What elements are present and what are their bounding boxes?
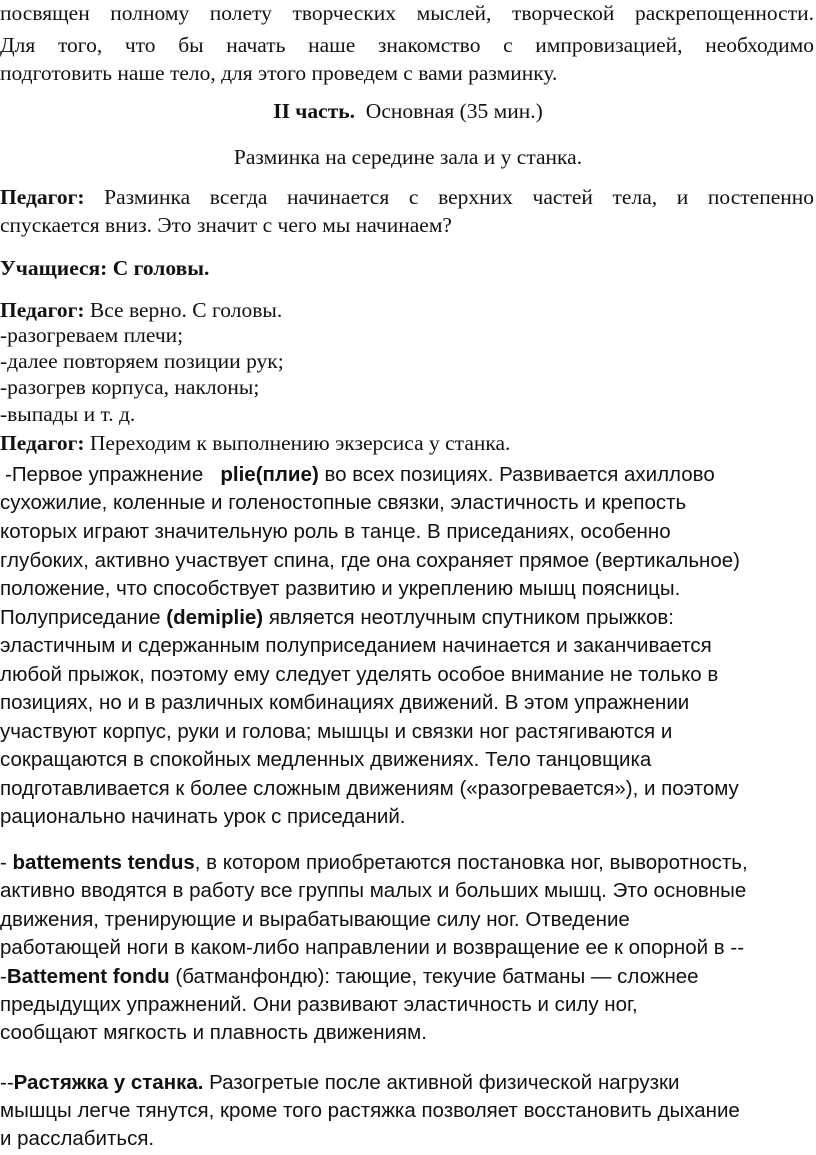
tendus-line: активно вводятся в работу все группы малых и больших мышц. Это основные — [0, 879, 747, 902]
fondu-mid: (батманфондю): — [175, 965, 331, 988]
stretch-pre: -- — [0, 1071, 14, 1094]
dialog2-text: Все верно. С головы. — [89, 298, 283, 322]
part-heading-rest: Основная (35 мин.) — [365, 99, 543, 123]
tendus-term: battements tendus — [12, 851, 195, 874]
plie-line: подготавливается к более сложным движениям («разогревается»), и поэтому — [0, 777, 739, 800]
speaker-label: Педагог: — [0, 185, 85, 209]
list-item: -выпады и т. д. — [0, 402, 136, 426]
list-item: -далее повторяем позиции рук; — [0, 349, 284, 373]
speaker-label: Педагог: — [0, 431, 85, 455]
plie-line-1 — [0, 462, 715, 488]
fondu-line-1 — [0, 964, 699, 990]
stretch-term: Растяжка у станка. — [13, 1071, 204, 1094]
plie-term: plie(плие) — [220, 463, 319, 486]
plie-line: глубоких, активно участвует спина, где она сохраняет прямое (вертикальное) — [0, 549, 740, 572]
demiplie-pre: Полуприседание — [0, 606, 161, 629]
plie-line: любой прыжок, поэтому ему следует уделять особое внимание не только в — [0, 663, 719, 686]
fondu-line: предыдущих упражнений. Они развивают эластичность и силу ног, — [0, 993, 638, 1016]
stretch-post: Разогретые после активной физической нагрузки — [209, 1071, 680, 1094]
stretch-line-1 — [0, 1070, 679, 1096]
demiplie-term: (demiplie) — [166, 606, 264, 629]
demiplie-post: является неотлучным спутником прыжков: — [268, 606, 674, 629]
students-text: Учащиеся: С головы. — [0, 256, 210, 280]
dialog3-text: Переходим к выполнению экзерсиса у станка. — [89, 431, 511, 455]
fondu-term: Battement fondu — [6, 965, 170, 988]
dialog1-text-1: Разминка всегда начинается с верхних частей тела, и постепенно — [104, 185, 815, 209]
dialog2-line — [0, 297, 282, 323]
plie-line: сухожилие, коленные и голеностопные связки, эластичность и крепость — [0, 491, 687, 514]
tendus-line: работающей ноги в каком-либо направлении и возвращение ее к опорной в -- — [0, 936, 745, 959]
dialog1-line-1 — [0, 184, 814, 210]
plie-line: эластичным и сдержанным полуприседанием начинается и заканчивается — [0, 634, 712, 657]
plie-line: позициях, но и в различных комбинациях движений. В этом упражнении — [0, 691, 690, 714]
speaker-label: Педагог: — [0, 298, 85, 322]
fondu-post: тающие, текучие батманы — сложнее — [335, 965, 699, 988]
part-heading-bold: II часть. — [273, 99, 356, 123]
plie-line: участвуют корпус, руки и голова; мышцы и связки ног растягиваются и — [0, 720, 673, 743]
plie-line: рационально начинать урок с приседаний. — [0, 805, 406, 828]
intro-line-3: подготовить наше тело, для этого проведем с вами разминку. — [0, 61, 558, 85]
students-answer — [0, 255, 209, 281]
part-heading — [0, 98, 816, 124]
intro-line-1: посвящен полному полету творческих мыслей, творческой раскрепощенности. — [0, 1, 814, 25]
dialog1-line-2: спускается вниз. Это значит с чего мы начинаем? — [0, 213, 452, 237]
plie-post: во всех позициях. Развивается ахиллово — [324, 463, 715, 486]
plie-line: положение, что способствует развитию и укреплению мышц поясницы. — [0, 577, 681, 600]
list-item: -разогреваем плечи; — [0, 323, 184, 347]
fondu-line: сообщают мягкость и плавность движениям. — [0, 1021, 427, 1044]
intro-line-2: Для того, что бы начать наше знакомство с импровизацией, необходимо — [0, 33, 814, 57]
stretch-line: мышцы легче тянутся, кроме того растяжка позволяет восстановить дыхание — [0, 1099, 740, 1122]
plie-line: которых играют значительную роль в танце. В приседаниях, особенно — [0, 520, 671, 543]
tendus-line: движения, тренирующие и вырабатывающие силу ног. Отведение — [0, 908, 630, 931]
plie-line: сокращаются в спокойных медленных движениях. Тело танцовщика — [0, 748, 652, 771]
warmup-heading: Разминка на середине зала и у станка. — [233, 145, 583, 169]
list-item: -разогрев корпуса, наклоны; — [0, 375, 260, 399]
tendus-pre: - — [0, 851, 7, 874]
demiplie-line — [0, 605, 674, 631]
dialog3-line — [0, 430, 510, 456]
fondu-pre: - — [0, 965, 7, 988]
tendus-post: , в котором приобретаются постановка ног, выворотность, — [194, 851, 748, 874]
tendus-line-1 — [0, 850, 748, 876]
stretch-line: и расслабиться. — [0, 1127, 155, 1150]
plie-pre: -Первое упражнение — [5, 463, 204, 486]
